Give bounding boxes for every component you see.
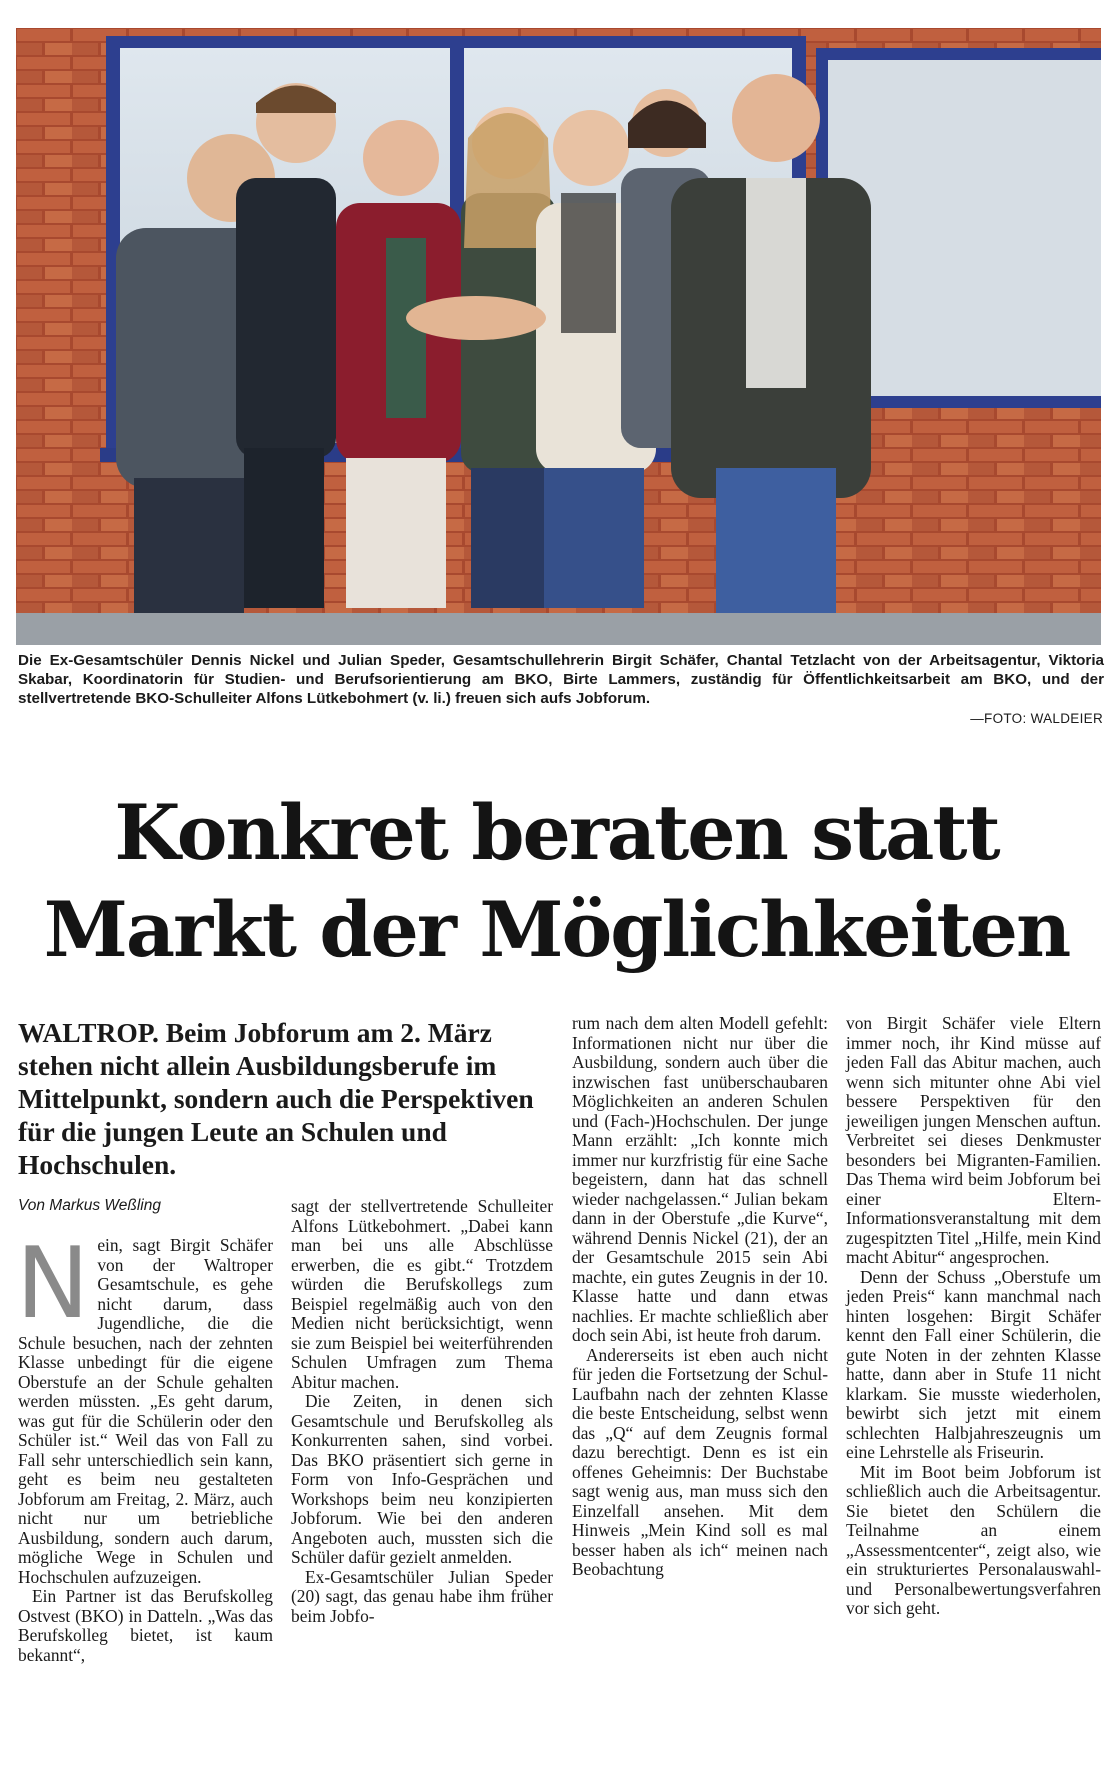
paragraph: Denn der Schuss „Oberstufe um jeden Preis“ kann manchmal nach hinten losgehen: Birgit Schäfer kennt den Fall einer Schülerin, die gute Noten in der zehnten Klasse hatte, dann aber in Stufe 11 nicht klarkam. Sie musste wiederholen, bewirbt sich jetzt mit einem schlechten Halbjahreszeugnis um eine Lehrstelle als Friseurin. [846, 1266, 1101, 1462]
drop-cap: N [16, 1227, 90, 1341]
article-column-1 [16, 1227, 273, 1665]
paragraph: Nein, sagt Birgit Schäfer von der Waltroper Gesamtschule, es gehe nicht darum, dass Jugendliche, die die Schule besuchen, nach der zehnten Klasse unbedingt für die eigene Oberstufe an der Schule gehalten werden müssten. „Es geht darum, was gut für die Schülerin oder den Schüler ist.“ Weil das von Fall zu Fall sehr unterschiedlich sein kann, geht es beim neu gestalteten Jobforum am Freitag, 2. März, auch nicht nur um betriebliche Ausbildung, sondern auch darum, mögliche Wege in Schulen und Hochschulen aufzuzeigen. [16, 1227, 273, 1587]
article-column-3 [572, 1014, 828, 1580]
paragraph: Ex-Gesamtschüler Julian Speder (20) sagt, das genau habe ihm früher beim Jobfo- [291, 1566, 553, 1626]
paragraph: von Birgit Schäfer viele Eltern immer noch, ihr Kind müsse auf jeden Fall das Abitur machen, auch wenn sich mitunter ohne Abi viel bessere Perspektiven für den jeweiligen jungen Menschen auftun. Verbreitet sei dieses Denkmuster besonders bei Migranten-Familien. Das Thema wird beim Jobforum bei einer Eltern-Informationsveranstaltung mit dem zugespitzten Titel „Hilfe, mein Kind macht Abitur“ angesprochen. [846, 1013, 1101, 1267]
article-column-4 [846, 1014, 1101, 1619]
paragraph: Mit im Boot beim Jobforum ist schließlich auch die Arbeitsagentur. Sie bietet den Schülern die Teilnahme an einem „Assessmentcenter“, zeigt also, wie ein strukturiertes Personalauswahl- und Personalbewertungsverfahren vor sich geht. [846, 1461, 1101, 1618]
paragraph: Die Zeiten, in denen sich Gesamtschule und Berufskolleg als Konkurrenten sahen, sind vorbei. Das BKO präsentiert sich gerne in Form von Info-Gesprächen und Workshops beim neu konzipierten Jobforum. Wie bei den anderen Angeboten auch, mussten sich die Schüler dafür gezielt anmelden. [291, 1391, 553, 1567]
headline-line-1: Konkret beraten statt [114, 788, 999, 877]
headline-line-2: Markt der Möglichkeiten [43, 885, 1070, 974]
lead-paragraph: WALTROP. Beim Jobforum am 2. März stehen nicht allein Ausbildungsberufe im Mittelpunkt, sondern auch die Perspektiven für die jungen Leute an Schulen und Hochschulen. [18, 1017, 534, 1180]
paragraph: Ein Partner ist das Berufskolleg Ostvest (BKO) in Datteln. „Was das Berufskolleg bietet, ist kaum bekannt“, [18, 1586, 273, 1665]
byline: Von Markus Weßling [18, 1197, 161, 1214]
photo-caption: Die Ex-Gesamtschüler Dennis Nickel und Julian Speder, Gesamtschullehrerin Birgit Schäfer, Chantal Tetzlacht von der Arbeitsagentur, Viktoria Skabar, Koordinatorin für Studien- und Berufsorientierung am BKO, Birte Lammers, zuständig für Öffentlichkeitsarbeit am BKO, und der stellvertretende BKO-Schulleiter Alfons Lütkebohmert (v. li.) freuen sich aufs Jobforum. [18, 652, 1104, 707]
headline [0, 784, 1113, 978]
photo-credit: —FOTO: WALDEIER [970, 711, 1103, 726]
paragraph: rum nach dem alten Modell gefehlt: Informationen nicht nur über die Ausbildung, sondern auch über die inzwischen fast unüberschaubaren Möglichkeiten an anderen Schulen und (Fach-)Hochschulen. Der junge Mann erzählt: „Ich konnte mich immer nur kurzfristig für eine Sache begeistern, dann hat das schnell wieder nachgelassen.“ Julian bekam dann in der Oberstufe „die Kurve“, während Dennis Nickel (21), der an der Gesamtschule 2015 sein Abi machte, ein gutes Zeugnis in der 10. Klasse hatte und dann etwas nachlies. Er machte schließlich aber doch sein Abi, ist heute froh darum. [572, 1013, 828, 1345]
paragraph: sagt der stellvertretende Schulleiter Alfons Lütkebohmert. „Dabei kann man bei uns alle Abschlüsse erwerben, die es gibt.“ Trotzdem würden die Berufskollegs zum Beispiel regelmäßig auch von den Medien nicht berücksichtigt, wenn sie zum Beispiel bei weiterführenden Schulen Umfragen zum Thema Abitur machen. [291, 1196, 553, 1392]
article-column-2 [291, 1197, 553, 1626]
paragraph: Andererseits ist eben auch nicht für jeden die Fortsetzung der Schul-Laufbahn nach der zehnten Klasse die beste Entscheidung, selbst wenn das „Q“ auf dem Zeugnis formal dazu berechtigt. Denn es ist ein offenes Geheimnis: Der Buchstabe sagt wenig aus, man muss sich den Einzelfall ansehen. Mit dem Hinweis „Mein Kind soll es mal besser haben als ich“ meinen nach Beobachtung [572, 1344, 828, 1579]
group-photo [16, 28, 1101, 645]
